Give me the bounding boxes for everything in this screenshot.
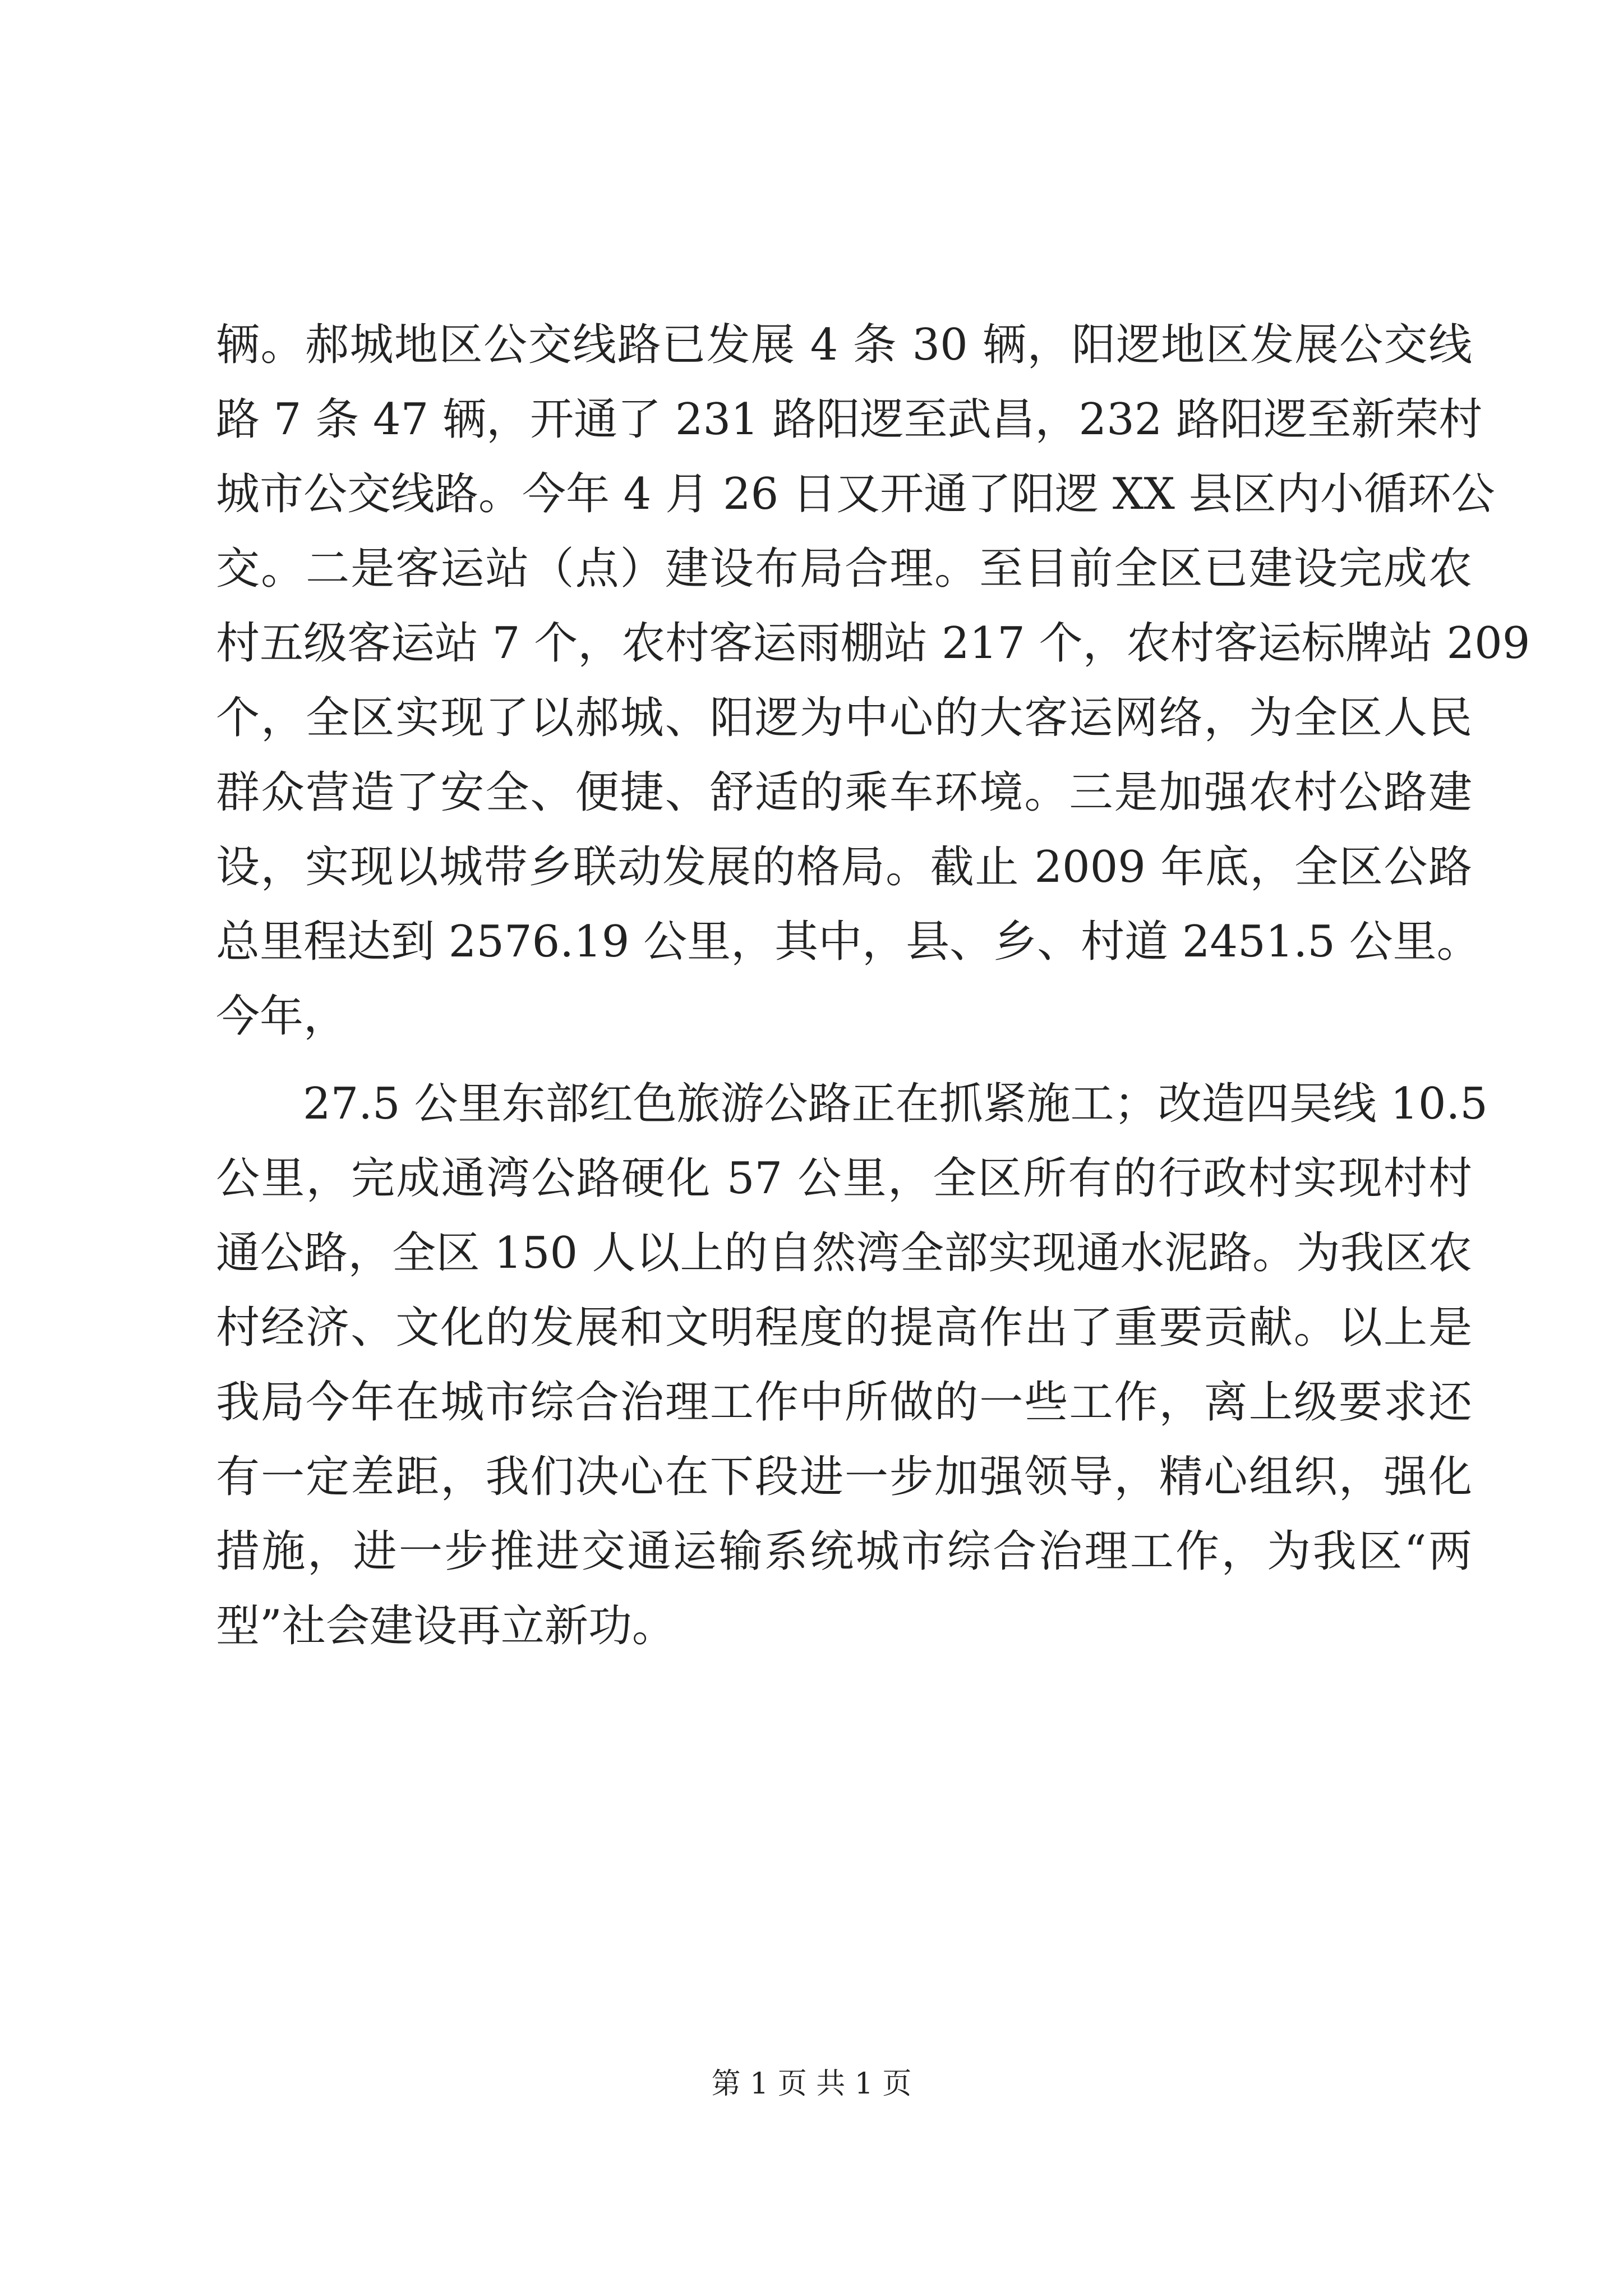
text-line: 群众营造了安全、便捷、舒适的乘车环境。三是加强农村公路建 [216,767,1472,818]
page-number-footer: 第 1 页 共 1 页 [711,2067,912,2101]
text-line: 城市公交线路。今年 4 月 26 日又开通了阳逻 XX 县区内小循环公 [216,469,1495,519]
text-line: 今年， [216,991,348,1042]
text-line: 有一定差距，我们决心在下段进一步加强领导，精心组织，强化 [216,1452,1472,1502]
text-line: 公里，完成通湾公路硬化 57 公里，全区所有的行政村实现村村 [216,1153,1472,1204]
text-line: 设，实现以城带乡联动发展的格局。截止 2009 年底，全区公路 [216,842,1472,892]
text-line: 总里程达到 2576.19 公里，其中，县、乡、村道 2451.5 公里。 [216,917,1481,967]
text-line: 通公路，全区 150 人以上的自然湾全部实现通水泥路。为我区农 [216,1228,1472,1278]
text-line: 27.5 公里东部红色旅游公路正在抓紧施工；改造四吴线 10.5 [303,1079,1488,1129]
text-line: 型”社会建设再立新功。 [216,1601,676,1651]
text-line: 个，全区实现了以郝城、阳逻为中心的大客运网络，为全区人民 [216,693,1472,743]
text-line: 措施，进一步推进交通运输系统城市综合治理工作，为我区“两 [216,1526,1472,1577]
text-line: 交。二是客运站（点）建设布局合理。至目前全区已建设完成农 [216,544,1472,594]
text-line: 我局今年在城市综合治理工作中所做的一些工作，离上级要求还 [216,1377,1472,1428]
text-line: 村五级客运站 7 个，农村客运雨棚站 217 个，农村客运标牌站 209 [216,618,1530,669]
text-line: 村经济、文化的发展和文明程度的提高作出了重要贡献。以上是 [216,1303,1472,1353]
text-line: 路 7 条 47 辆，开通了 231 路阳逻至武昌，232 路阳逻至新荣村 [216,394,1483,445]
text-line: 辆。郝城地区公交线路已发展 4 条 30 辆，阳逻地区发展公交线 [216,320,1472,370]
